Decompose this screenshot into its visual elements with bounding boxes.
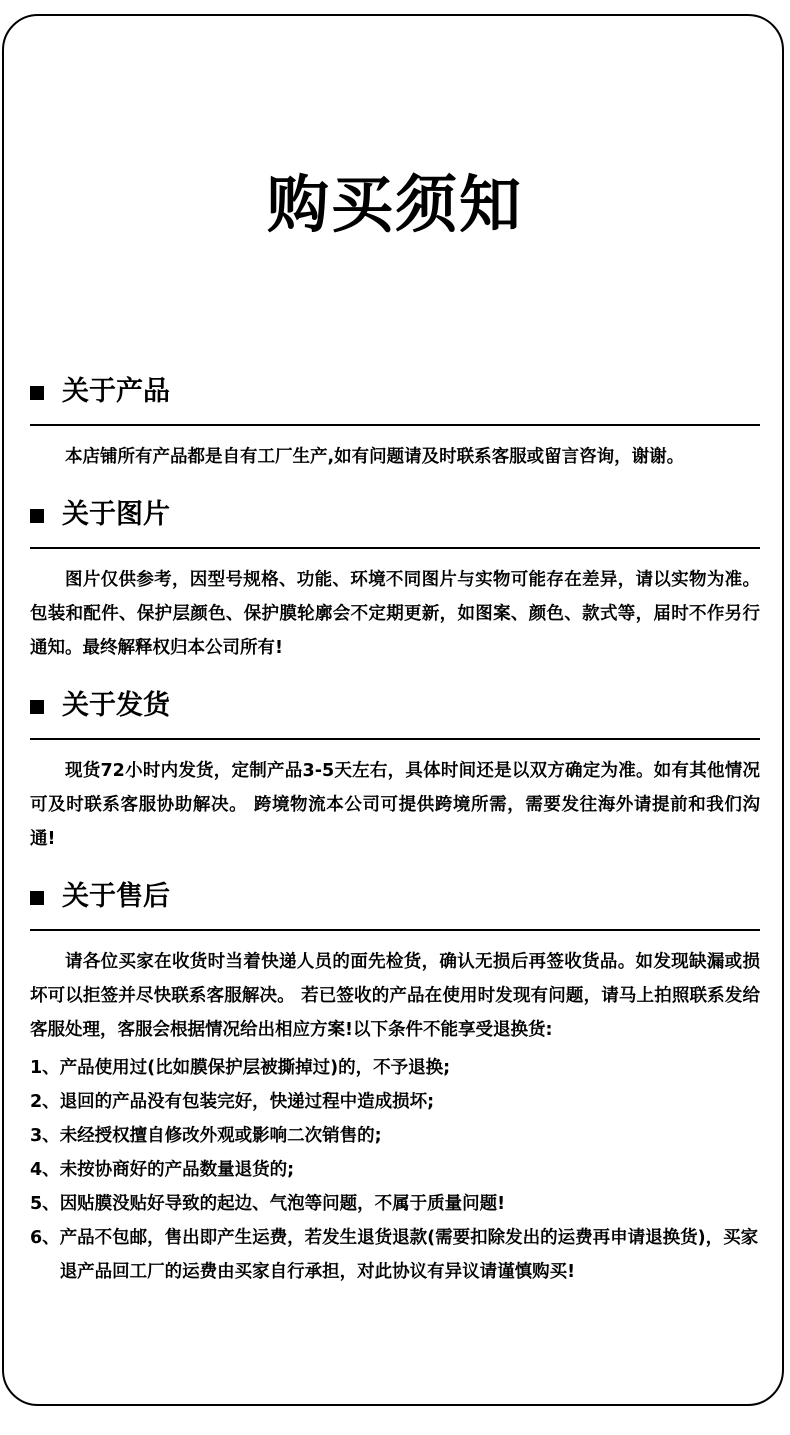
section-body: 图片仅供参考，因型号规格、功能、环境不同图片与实物可能存在差异，请以实物为准。包装和配件、保护层颜色、保护膜轮廓会不定期更新，如图案、颜色、款式等，届时不作另行通知。最终解释权归本公司所有! [30, 570, 760, 658]
section-body: 请各位买家在收货时当着快递人员的面先检货，确认无损后再签收货品。如发现缺漏或损坏可以拒签并尽快联系客服解决。 若已签收的产品在使用时发现有问题，请马上拍照联系发给客服处理，客服会根据情况给出相应方案!以下条件不能享受退换货: [30, 952, 760, 1040]
list-item [30, 1051, 760, 1085]
list-item-text: 因贴膜没贴好导致的起边、气泡等问题，不属于质量问题! [59, 1194, 506, 1214]
section-header [30, 684, 760, 740]
section-shipping [30, 684, 760, 856]
list-item-number: 3、 [30, 1126, 60, 1146]
section-title: 关于售后 [62, 881, 170, 912]
list-item-text: 产品不包邮，售出即产生运费，若发生退货退款(需要扣除发出的运费再申请退换货)，买家退产品回工厂的运费由买家自行承担，对此协议有异议请谨慎购买! [59, 1228, 759, 1282]
list-item [30, 1187, 760, 1221]
square-bullet-icon [30, 891, 44, 905]
list-item-number: 4、 [30, 1160, 60, 1180]
list-item-number: 1、 [30, 1058, 60, 1078]
section-title: 关于产品 [62, 376, 170, 407]
section-images [30, 493, 760, 665]
list-item-text: 退回的产品没有包装完好，快递过程中造成损坏; [59, 1092, 435, 1112]
list-item-text: 未按协商好的产品数量退货的; [59, 1160, 295, 1180]
page-title: 购买须知 [266, 168, 523, 241]
section-title: 关于发货 [62, 690, 170, 721]
list-item [30, 1221, 760, 1289]
return-conditions-list [30, 1051, 760, 1289]
list-item-text: 未经授权擅自修改外观或影响二次销售的; [59, 1126, 382, 1146]
section-product [30, 370, 760, 474]
section-body: 本店铺所有产品都是自有工厂生产,如有问题请及时联系客服或留言咨询，谢谢。 [65, 447, 685, 467]
list-item [30, 1085, 760, 1119]
list-item-text: 产品使用过(比如膜保护层被撕掉过)的，不予退换; [59, 1058, 451, 1078]
section-after-sales [30, 875, 760, 1289]
section-header [30, 370, 760, 426]
list-item-number: 2、 [30, 1092, 60, 1112]
section-body: 现货72小时内发货，定制产品3-5天左右，具体时间还是以双方确定为准。如有其他情况可及时联系客服协助解决。 跨境物流本公司可提供跨境所需，需要发往海外请提前和我们沟通! [30, 761, 760, 849]
section-title: 关于图片 [62, 499, 170, 530]
square-bullet-icon [30, 386, 44, 400]
list-item [30, 1119, 760, 1153]
list-item [30, 1153, 760, 1187]
section-header [30, 493, 760, 549]
list-item-number: 5、 [30, 1194, 60, 1214]
list-item-number: 6、 [30, 1228, 60, 1248]
square-bullet-icon [30, 509, 44, 523]
square-bullet-icon [30, 700, 44, 714]
section-header [30, 875, 760, 931]
